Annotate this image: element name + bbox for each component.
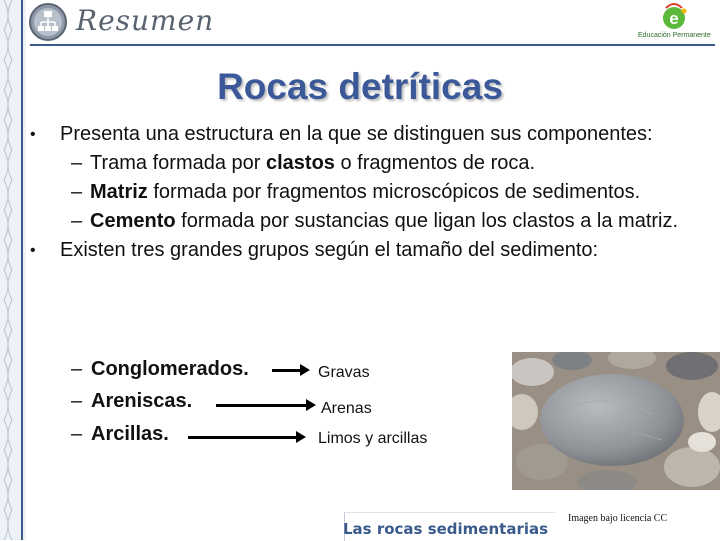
arrow-icon	[216, 404, 308, 407]
sub-bullet-cemento	[30, 207, 690, 236]
bullet-structure-text: Presenta una estructura en la que se distinguen sus componentes:	[60, 123, 653, 145]
slide-title: Rocas detríticas	[217, 66, 503, 107]
pebbles-photo	[512, 352, 720, 490]
bullet-list	[30, 120, 690, 265]
dash: –	[71, 423, 83, 445]
sub-bullet-cemento-post: formada por sustancias que ligan los clastos a la matriz.	[175, 210, 679, 232]
sub-bullet-matriz-bold: Matriz	[90, 181, 148, 203]
bullet-dot: •	[30, 242, 36, 259]
group-label-arenas: Arenas	[321, 400, 372, 417]
sub-bullet-trama-bold: clastos	[266, 152, 335, 174]
dash: –	[71, 210, 83, 232]
sub-bullet-trama	[30, 149, 690, 178]
group-row-areniscas	[30, 390, 510, 419]
arrow-icon	[188, 436, 298, 439]
dash: –	[71, 181, 83, 203]
group-name-areniscas: Areniscas.	[91, 390, 193, 412]
dash: –	[71, 152, 83, 174]
bullet-dot: •	[30, 126, 36, 143]
svg-text:e: e	[669, 9, 679, 28]
sub-bullet-matriz-post: formada por fragmentos microscópicos de sedimentos.	[147, 181, 641, 203]
group-label-gravas: Gravas	[318, 364, 370, 381]
educacion-permanente-logo-text: Educación Permanente	[638, 32, 711, 39]
group-row-arcillas	[30, 423, 510, 452]
group-name-conglomerados: Conglomerados.	[91, 358, 249, 380]
sitemap-logo-icon	[28, 2, 68, 42]
group-row-conglomerados	[30, 358, 510, 387]
sub-bullet-trama-pre: Trama formada por	[90, 152, 266, 174]
section-title: Resumen	[76, 4, 215, 37]
arrow-icon	[272, 369, 302, 372]
sub-bullet-matriz	[30, 178, 690, 207]
bullet-groups	[30, 236, 690, 265]
group-label-limos: Limos y arcillas	[318, 430, 428, 447]
sub-bullet-cemento-bold: Cemento	[90, 210, 176, 232]
bullet-groups-text: Existen tres grandes grupos según el tamaño del sedimento:	[60, 239, 599, 261]
dash: –	[71, 358, 83, 380]
bullet-structure	[30, 120, 690, 149]
group-name-arcillas: Arcillas.	[91, 423, 169, 445]
dash: –	[71, 390, 83, 412]
image-caption: Imagen bajo licencia CC	[568, 513, 668, 524]
footer-title: Las rocas sedimentarias	[343, 520, 549, 538]
header-divider	[30, 44, 715, 46]
sub-bullet-trama-post: o fragmentos de roca.	[334, 152, 536, 174]
